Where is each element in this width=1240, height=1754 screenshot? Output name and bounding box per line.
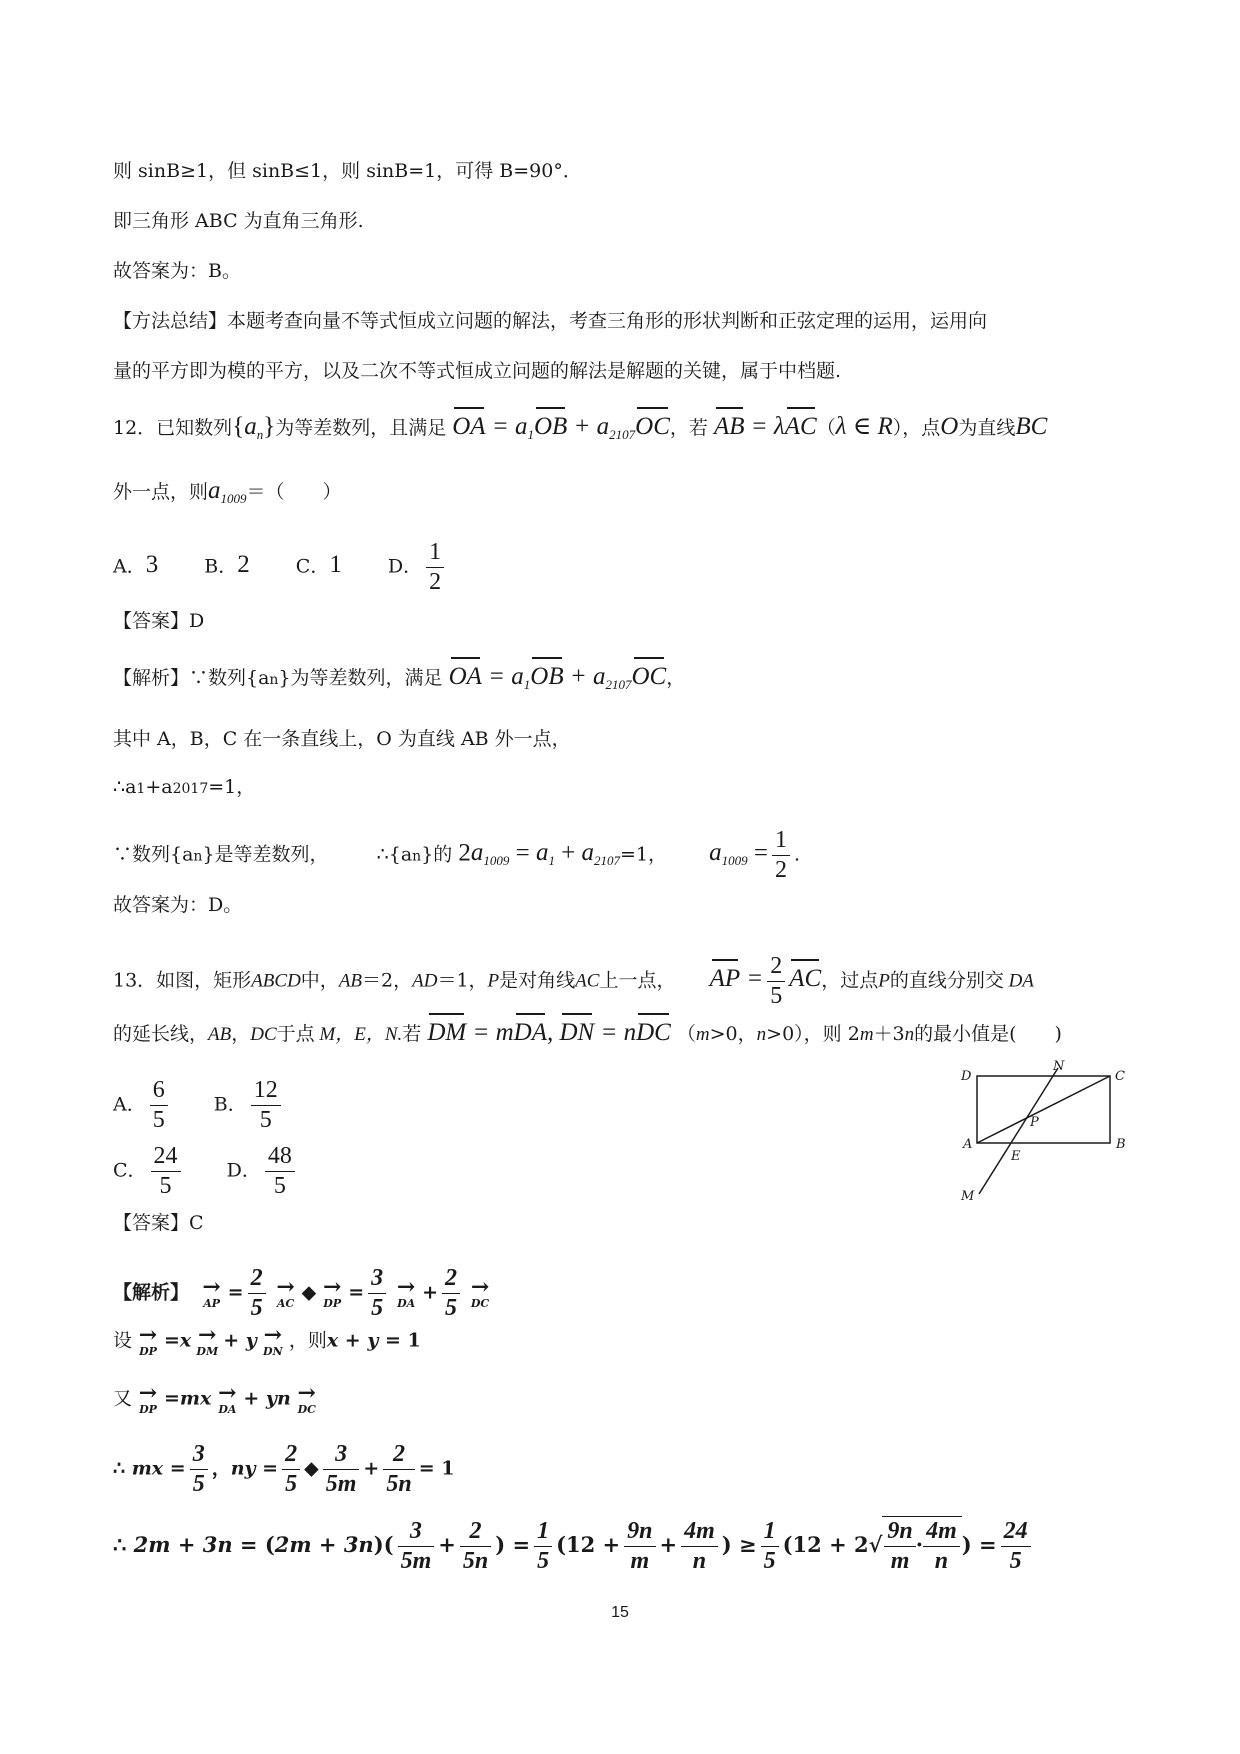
q12-options: A．3 B．2 C．1 D． $\frac{1}{2}$ (113, 538, 448, 597)
page-number: 15 (611, 1604, 629, 1621)
label-m: M (961, 1189, 975, 1204)
q12-analysis-line: ∵数列{an}是等差数列， ∴{an}的 $2a_{1009} = a_1 + a_{2107}=1$， $a_{1009}$ = $\frac{1}{2}$ . (113, 827, 801, 883)
q13-analysis-line: 设 → DP =x → DM + y → DN ，则x + y = 1 (113, 1322, 421, 1358)
line-mn (979, 1068, 1058, 1194)
label-c: C (1115, 1069, 1125, 1084)
q13-options: A． $\frac{6}{5}$ B． $\frac{12}{5}$ (113, 1076, 285, 1135)
q12-analysis-line: ∴a1+a2017=1， (113, 776, 256, 798)
label-p: P (1030, 1115, 1039, 1130)
q13-options: C． $\frac{24}{5}$ D． $\frac{48}{5}$ (113, 1142, 299, 1201)
q12-analysis-line: 【解析】∵数列{an}为等差数列，满足 OA = $a_1OB + a_{2107}OC$， (113, 663, 686, 692)
q12-stem-cont: 外一点，则$a_{1009}=$（ ） (113, 477, 342, 506)
q13-answer: 【答案】C (113, 1212, 204, 1234)
label-b: B (1116, 1137, 1126, 1152)
rectangle-figure (955, 1060, 1135, 1210)
q13-stem: 13．如图，矩形ABCD中，AB＝2，AD＝1，P是对角线AC上一点， AP = $\frac{2}{5}$ AC，过点P的直线分别交 DA (113, 953, 1034, 1009)
q13-stem-cont: 的延长线，AB，DC于点 M，E，N.若 DM = mDA, DN = nDC （m>0，n>0），则 2m＋3n的最小值是( ) (113, 1019, 1062, 1046)
diagonal-ac (977, 1076, 1110, 1143)
method-summary-line: 【方法总结】本题考查向量不等式恒成立问题的解法，考查三角形的形状判断和正弦定理的运用，运用向 (113, 310, 988, 332)
method-summary-line: 量的平方即为模的平方，以及二次不等式恒成立问题的解法是解题的关键，属于中档题. (113, 360, 842, 382)
label-d: D (961, 1069, 972, 1084)
q12-final: 故答案为：D。 (113, 894, 243, 916)
text-line: 故答案为：B。 (113, 260, 241, 282)
q13-analysis-line: 又 → DP =mx → DA + yn → DC (113, 1380, 316, 1416)
label-a: A (963, 1137, 973, 1152)
q13-analysis-line: ∴ 2m + 3n = (2m + 3n)( $\frac{3}{5m}$ + $\frac{2}{5n}$ ) = $\frac{1}{5}$ (12 + $\frac{9n}{m}$ + $\frac{4m}{n}$ ) ≥ $\frac{1}{5}$ (12 + 2√ $\frac{9n}{m}$ · $\frac{4m}{n}$ ) = $\frac{24}{5}$ (113, 1516, 1035, 1576)
q13-analysis-line: ∴ mx = $\frac{3}{5}$ ，ny = $\frac{2}{5}$ ◆ $\frac{3}{5m}$ + $\frac{2}{5n}$ = 1 (113, 1441, 455, 1497)
q12-stem: 12．已知数列$\{a_n\}$为等差数列，且满足 OA = $a_1OB + a_{2107}OC$，若 AB = λAC（λ ∈ R），点O为直线BC (113, 413, 1048, 442)
q12-answer: 【答案】D (113, 610, 205, 632)
text-line: 即三角形 ABC 为直角三角形. (113, 210, 364, 232)
q13-analysis-line: 【解析】 → AP = $\frac{2}{5}$ → AC ◆ → DP = $\frac{3}{5}$ → DA + $\frac{2}{5}$ → DC (113, 1265, 490, 1321)
text-line: 则 sinB≥1，但 sinB≤1，则 sinB=1，可得 B=90°． (113, 160, 582, 182)
q12-analysis-line: 其中 A，B，C 在一条直线上，O 为直线 AB 外一点， (113, 728, 571, 750)
label-e: E (1011, 1149, 1021, 1164)
label-n: N (1053, 1060, 1065, 1074)
